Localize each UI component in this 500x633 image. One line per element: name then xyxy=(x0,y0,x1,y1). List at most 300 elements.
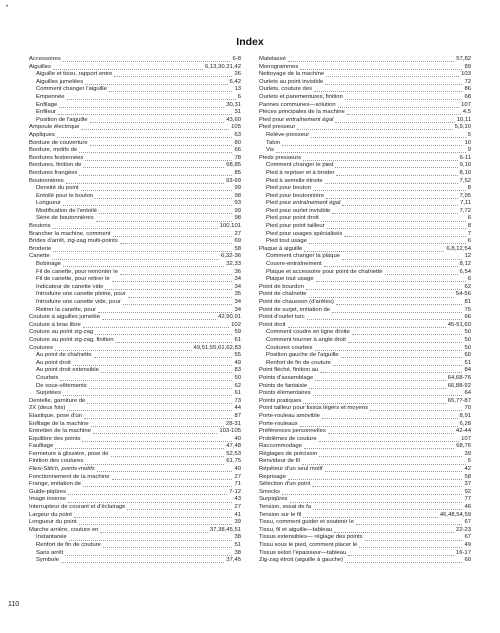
index-entry-pages: 44 xyxy=(234,405,241,412)
index-entry xyxy=(259,421,471,429)
index-entry-pages: 58 xyxy=(234,245,241,252)
index-entry-term: Coutures courbes xyxy=(266,344,313,351)
index-entry xyxy=(29,512,241,520)
index-entry-term: Plaque tout usage xyxy=(266,276,314,283)
index-entry-term: Plaque à aiguille xyxy=(259,245,303,252)
dot-leader xyxy=(342,205,458,206)
index-entry xyxy=(259,337,471,345)
index-entry xyxy=(259,299,471,307)
index-entry-pages: 60 xyxy=(464,352,471,359)
index-entry-term: Tissu, fil et aiguille—tableau xyxy=(259,526,333,533)
dot-leader xyxy=(335,167,457,168)
index-entry-pages: 84 xyxy=(464,367,471,374)
dot-leader xyxy=(348,555,454,556)
index-entry xyxy=(29,345,241,353)
index-entry-pages: 37 xyxy=(464,481,471,488)
index-entry-pages: 6 xyxy=(467,238,471,245)
index-entry-term: Tension, essai de fa xyxy=(259,504,312,511)
index-entry-pages: 6-11 xyxy=(459,154,471,161)
index-entry-pages: 71 xyxy=(234,481,241,488)
index-entry-pages: 8 xyxy=(467,185,471,192)
dot-leader xyxy=(66,183,224,184)
index-entry-term: Pied pour boutonnière xyxy=(266,192,324,199)
index-entry xyxy=(259,345,471,353)
index-entry-pages: 6-8 xyxy=(232,56,241,62)
index-entry-term: Comment changer le pied xyxy=(266,162,334,169)
index-entry-pages: 38 xyxy=(234,534,241,541)
dot-leader xyxy=(123,304,233,305)
dot-leader xyxy=(114,76,232,77)
dot-leader xyxy=(89,388,233,389)
index-entry-term: De sous-vêtements xyxy=(36,382,87,389)
index-entry-pages: 75 xyxy=(464,306,471,313)
index-entry-term: Fil de canette, pour retirer le xyxy=(36,276,110,283)
dot-leader xyxy=(85,84,227,85)
index-entry-term: Brancher la machine, comment xyxy=(29,230,111,237)
index-entry xyxy=(29,557,241,565)
index-entry xyxy=(259,413,471,421)
index-entry-pages: 26 xyxy=(234,71,241,78)
index-entry-pages: 16-17 xyxy=(455,549,471,556)
dot-leader xyxy=(102,319,216,320)
index-entry-term: Pièces principales de la machine xyxy=(259,109,345,116)
dot-leader xyxy=(326,198,458,199)
index-entry xyxy=(29,314,241,322)
index-entry xyxy=(29,443,241,451)
dot-leader xyxy=(370,410,462,411)
index-entry-term: Répéteur d'un seul motif xyxy=(259,466,323,473)
index-entry-pages: 32,33 xyxy=(226,261,241,268)
index-entry-term: Longueur du point xyxy=(29,519,77,526)
dot-leader xyxy=(67,99,236,100)
index-entry-term: Pieds presseurs xyxy=(259,154,302,161)
index-entry-pages: 9,10 xyxy=(459,162,471,169)
index-entry xyxy=(29,481,241,489)
dot-leader xyxy=(115,342,232,343)
index-entry-term: Accessoires xyxy=(29,56,61,62)
index-entry-pages: 8,12 xyxy=(459,261,471,268)
index-entry-term: Reprisage xyxy=(259,473,286,480)
index-entry-pages: 42 xyxy=(464,466,471,473)
index-entry-term: Pannes communes—solution xyxy=(259,101,336,108)
index-entry-term: Couture à bras libre xyxy=(29,321,81,328)
index-entry xyxy=(29,291,241,299)
index-entry-term: Coutures xyxy=(29,344,53,351)
index-entry xyxy=(29,193,241,201)
index-entry xyxy=(29,451,241,459)
index-entry xyxy=(259,504,471,512)
index-entry xyxy=(259,360,471,368)
index-entry-term: Entoilé pour le bouton xyxy=(36,192,94,199)
index-entry xyxy=(29,223,241,231)
index-entry xyxy=(259,383,471,391)
index-entry-pages: 6 xyxy=(467,215,471,222)
dot-leader xyxy=(69,540,233,541)
index-entry-term: Couture à aiguilles jumelée xyxy=(29,314,101,321)
index-entry-term: Bordures, finition de xyxy=(29,162,82,169)
index-entry-term: Comment changer l'aiguille xyxy=(36,86,107,93)
dot-leader xyxy=(303,160,457,161)
index-entry-term: Pied pour entraînement égal xyxy=(266,200,341,207)
index-entry-pages: 62 xyxy=(234,382,241,389)
index-entry xyxy=(259,261,471,269)
index-entry-term: Point de chaînette xyxy=(259,291,307,298)
dot-leader xyxy=(53,251,232,252)
index-entry xyxy=(29,405,241,413)
index-entry-pages: 89 xyxy=(464,63,471,70)
index-entry-pages: 58 xyxy=(464,473,471,480)
dot-leader xyxy=(61,562,224,563)
index-entry xyxy=(259,496,471,504)
index-entry xyxy=(259,367,471,375)
index-entry-term: Aiguille et tissu, rapport entre xyxy=(36,71,113,78)
dot-leader xyxy=(113,236,233,237)
index-entry-pages: 100,101 xyxy=(219,223,241,230)
index-entry-pages: 34 xyxy=(234,276,241,283)
index-entry-term: Monogrammes xyxy=(259,63,299,70)
index-entry-pages: 57,82 xyxy=(456,56,471,62)
dot-leader xyxy=(90,122,225,123)
index-entry-term: Tissu sous le pied, comment placer le xyxy=(259,542,358,548)
index-entry xyxy=(259,550,471,558)
index-entry xyxy=(259,352,471,360)
index-entry-pages: 40 xyxy=(234,435,241,442)
dot-leader xyxy=(98,312,233,313)
dot-leader xyxy=(345,562,462,563)
dot-leader xyxy=(385,274,458,275)
index-entry-pages: 45-51,60 xyxy=(447,321,471,328)
index-entry-pages: 50 xyxy=(234,374,241,381)
index-entry xyxy=(259,124,471,132)
index-entry-pages: 73 xyxy=(234,397,241,404)
index-entry xyxy=(29,527,241,535)
index-entry-term: Au point droit xyxy=(36,359,71,366)
index-entry-term: Faufilage xyxy=(29,443,54,450)
index-entry-term: Points de fantaisie xyxy=(259,382,308,389)
index-entry-pages: 8,10 xyxy=(459,169,471,176)
dot-leader xyxy=(276,152,466,153)
index-entry-term: Porte-rouleaux xyxy=(259,420,298,427)
index-entry-term: Retirer la canette, pour xyxy=(36,306,96,313)
index-entry-pages: 68,76 xyxy=(456,443,471,450)
index-entry-term: Modification de l'entoilé xyxy=(36,207,98,214)
dot-leader xyxy=(325,471,463,472)
index-entry xyxy=(29,398,241,406)
index-entry-term: Introduire une canette pleine, pour xyxy=(36,291,126,298)
dot-leader xyxy=(344,236,465,237)
index-entry-pages: 98 xyxy=(234,215,241,222)
index-entry-term: Enfileur xyxy=(36,109,56,116)
index-entry-pages: 43 xyxy=(234,496,241,503)
dot-leader xyxy=(58,114,232,115)
index-entry xyxy=(259,86,471,94)
index-entry-pages: 30,31 xyxy=(226,101,241,108)
index-entry xyxy=(259,155,471,163)
index-entry-term: Point de chausson (d'arêtes) xyxy=(259,299,334,305)
dot-leader xyxy=(99,213,232,214)
page-number: 110 xyxy=(8,601,20,608)
index-entry-pages: 4,5 xyxy=(462,109,471,116)
index-entry xyxy=(29,307,241,315)
dot-leader xyxy=(327,228,466,229)
index-entry-term: Introduire une canette vide, pour xyxy=(36,299,121,305)
dot-leader xyxy=(333,365,463,366)
index-entry-pages: 64 xyxy=(464,390,471,397)
index-entry-term: Série de boutonnières xyxy=(36,215,94,222)
index-entry-pages: 99 xyxy=(234,207,241,214)
dot-leader xyxy=(307,319,463,320)
index-entry-term: Point droit xyxy=(259,321,286,328)
index-entry-term: Flexi-Stitch, points-motifs xyxy=(29,466,95,473)
index-entry-term: Points d'assemblage xyxy=(259,374,314,381)
index-entry-term: Boutons xyxy=(29,223,51,230)
index-entry-term: Fil de canette, pour remonter le xyxy=(36,268,118,275)
index-entry-pages: 6,8,12,54 xyxy=(446,245,471,252)
index-entry xyxy=(259,140,471,148)
index-entry-pages: 51 xyxy=(234,542,241,548)
dot-leader xyxy=(304,251,444,252)
index-entry-pages: 105 xyxy=(231,124,241,131)
dot-leader xyxy=(341,357,463,358)
dot-leader xyxy=(53,69,203,70)
dot-leader xyxy=(315,380,446,381)
index-entry xyxy=(259,527,471,535)
index-entry xyxy=(259,185,471,193)
index-entry-term: Matelassé xyxy=(259,56,286,62)
index-entry-term: Entretien de la machine xyxy=(29,428,91,435)
dot-leader xyxy=(288,327,446,328)
dot-leader xyxy=(57,137,233,138)
dot-leader xyxy=(63,266,224,267)
index-entry xyxy=(259,307,471,315)
dot-leader xyxy=(73,365,233,366)
dot-leader xyxy=(322,418,458,419)
index-entry-term: Finition des coutures xyxy=(29,458,84,465)
index-entry-term: Tension sur le fil xyxy=(259,511,302,518)
dot-leader xyxy=(79,152,232,153)
index-entry xyxy=(29,109,241,117)
index-entry-term: Points élémentaires xyxy=(259,390,311,397)
index-entry xyxy=(259,291,471,299)
dot-leader xyxy=(316,281,466,282)
index-entry-term: Bordure de couverture xyxy=(29,139,88,146)
index-entry-term: Tissus extensibles— réglage des points xyxy=(259,534,363,541)
index-entry-pages: 54-56 xyxy=(455,291,471,298)
dot-leader xyxy=(332,312,462,313)
dot-leader xyxy=(96,221,233,222)
index-entry xyxy=(259,200,471,208)
index-entry-pages: 107 xyxy=(461,435,471,442)
index-entry-term: Pied tout usage xyxy=(266,238,307,245)
index-entry-term: Pied pour entraînement égal xyxy=(259,116,334,123)
dot-leader xyxy=(325,84,462,85)
index-entry-pages: 6,42 xyxy=(229,78,241,85)
dot-leader xyxy=(84,418,233,419)
index-entry-term: Point de surjet, imitation de xyxy=(259,306,331,313)
index-entry-pages: 27 xyxy=(234,504,241,511)
index-entry xyxy=(259,64,471,72)
dot-leader xyxy=(65,555,232,556)
index-entry xyxy=(259,390,471,398)
index-entry-pages: 52,53 xyxy=(226,450,241,457)
index-entry-term: Ampoule électrique xyxy=(29,124,80,131)
dot-leader xyxy=(83,327,229,328)
index-entry xyxy=(29,155,241,163)
dot-leader xyxy=(309,297,454,298)
index-entry-pages: 64,68-76 xyxy=(447,374,471,381)
dot-leader xyxy=(288,479,463,480)
index-entry-pages: 43,60 xyxy=(226,116,241,123)
dot-leader xyxy=(120,243,233,244)
index-entry xyxy=(29,504,241,512)
index-entry-pages: 46 xyxy=(464,504,471,511)
dot-leader xyxy=(82,441,232,442)
index-entry-pages: 61 xyxy=(234,336,241,343)
dot-leader xyxy=(312,486,462,487)
dot-leader xyxy=(356,524,463,525)
index-entry xyxy=(259,451,471,459)
index-entry xyxy=(29,117,241,125)
index-entry-pages: 5 xyxy=(467,131,471,138)
index-entry-pages: 67 xyxy=(464,519,471,526)
index-entry xyxy=(29,102,241,110)
index-entry-pages: 8 xyxy=(467,223,471,230)
dot-leader xyxy=(63,61,231,62)
index-entry-pages: 27 xyxy=(234,473,241,480)
index-entry-term: Vis xyxy=(266,147,275,154)
dot-leader xyxy=(81,129,229,130)
index-entry-term: Surjetées xyxy=(36,390,61,397)
index-entry-term: Indicateur de canette vide xyxy=(36,283,104,290)
index-entry-pages: 10 xyxy=(464,139,471,146)
dot-leader xyxy=(359,547,462,548)
index-entry-pages: 6 xyxy=(237,93,241,100)
index-entry-term: Sélection d'un point xyxy=(259,481,311,488)
index-entry xyxy=(29,253,241,261)
index-entry-pages: 38 xyxy=(234,549,241,556)
index-entry xyxy=(259,557,471,565)
index-entry-term: Symbole xyxy=(36,557,59,564)
index-entry-pages: 6,28 xyxy=(459,420,471,427)
dot-leader xyxy=(313,509,462,510)
index-entry-term: Couture au point zig-zag, finition xyxy=(29,336,114,343)
dot-leader xyxy=(120,274,233,275)
dot-leader xyxy=(282,145,462,146)
index-entry xyxy=(259,284,471,292)
index-entry-pages: 7,95 xyxy=(459,192,471,199)
index-entry xyxy=(259,147,471,155)
index-entry xyxy=(259,132,471,140)
index-entry-pages: 80 xyxy=(234,139,241,146)
dot-leader xyxy=(290,502,463,503)
dot-leader xyxy=(109,91,233,92)
dot-leader xyxy=(319,441,460,442)
index-entry-pages: 70 xyxy=(464,405,471,412)
index-entry xyxy=(259,542,471,550)
index-entry xyxy=(259,117,471,125)
index-entry xyxy=(259,56,471,64)
index-entry-pages: 5,9,10 xyxy=(454,124,471,131)
index-entry-term: Brides d'arrêt, zig-zag multi-points xyxy=(29,238,118,245)
dot-leader xyxy=(79,524,233,525)
index-entry-term: Densité du point xyxy=(36,185,79,192)
index-entry-term: Dentelle, garniture de xyxy=(29,397,86,404)
index-entry xyxy=(259,223,471,231)
index-entry xyxy=(29,124,241,132)
dot-leader xyxy=(85,464,224,465)
index-entry-term: Comment coudre en ligne droite xyxy=(266,329,350,336)
index-entry xyxy=(29,360,241,368)
index-entry-pages: 31 xyxy=(234,109,241,116)
index-entry xyxy=(29,162,241,170)
dot-leader xyxy=(83,486,232,487)
index-column-right xyxy=(259,56,471,565)
dot-leader xyxy=(309,243,466,244)
dot-leader xyxy=(68,502,232,503)
dot-leader xyxy=(112,281,233,282)
index-entry-pages: 27 xyxy=(234,230,241,237)
dot-leader xyxy=(325,183,458,184)
index-entry-pages: 61 xyxy=(234,390,241,397)
index-entry-pages: 7,72 xyxy=(459,207,471,214)
index-entry xyxy=(259,398,471,406)
dot-leader xyxy=(336,175,457,176)
index-entry-pages: 6,54 xyxy=(459,268,471,275)
index-entry xyxy=(29,94,241,102)
dot-leader xyxy=(326,76,459,77)
index-entry-pages: 67 xyxy=(464,534,471,541)
index-entry-pages: 68,85 xyxy=(226,162,241,169)
index-entry xyxy=(29,185,241,193)
index-entry-pages: 9 xyxy=(467,147,471,154)
index-entry-term: Pied pour usages spécialisés xyxy=(266,230,343,237)
index-entry-pages: 6 xyxy=(467,276,471,283)
dot-leader xyxy=(111,456,225,457)
index-entry-term: Préférences personnelles xyxy=(259,428,326,435)
index-entry-term: Position de l'aiguille xyxy=(36,116,88,123)
index-entry xyxy=(29,147,241,155)
index-entry xyxy=(29,215,241,223)
index-entry-term: Pied presseur xyxy=(259,124,296,131)
index-entry-pages: 12 xyxy=(464,253,471,260)
index-entry-pages: 34 xyxy=(234,283,241,290)
dot-leader xyxy=(319,456,462,457)
index-entry-pages: 69 xyxy=(234,238,241,245)
index-entry xyxy=(29,436,241,444)
index-entry-pages: 6,13,30,31,42 xyxy=(204,63,241,70)
dot-leader xyxy=(313,190,466,191)
index-entry-pages: 13 xyxy=(234,86,241,93)
index-entry-term: Raccommodage xyxy=(259,443,302,450)
index-entry-term: Marche arrière, couture en xyxy=(29,526,99,533)
dot-leader xyxy=(87,403,232,404)
index-entry-pages: 34 xyxy=(234,306,241,313)
index-entry-term: Boutonnières xyxy=(29,177,64,184)
index-entry-pages: 47,48 xyxy=(226,443,241,450)
index-entry-pages: 22-23 xyxy=(455,526,471,533)
index-entry-pages: 92 xyxy=(464,488,471,495)
index-entry xyxy=(259,375,471,383)
index-entry-pages: 35 xyxy=(234,291,241,298)
index-entry-pages: 39 xyxy=(234,519,241,526)
index-entry xyxy=(29,71,241,79)
dot-leader xyxy=(53,228,218,229)
dot-leader xyxy=(55,448,224,449)
dot-leader xyxy=(55,350,192,351)
dot-leader xyxy=(348,342,463,343)
index-entry xyxy=(29,352,241,360)
dot-leader xyxy=(315,350,463,351)
